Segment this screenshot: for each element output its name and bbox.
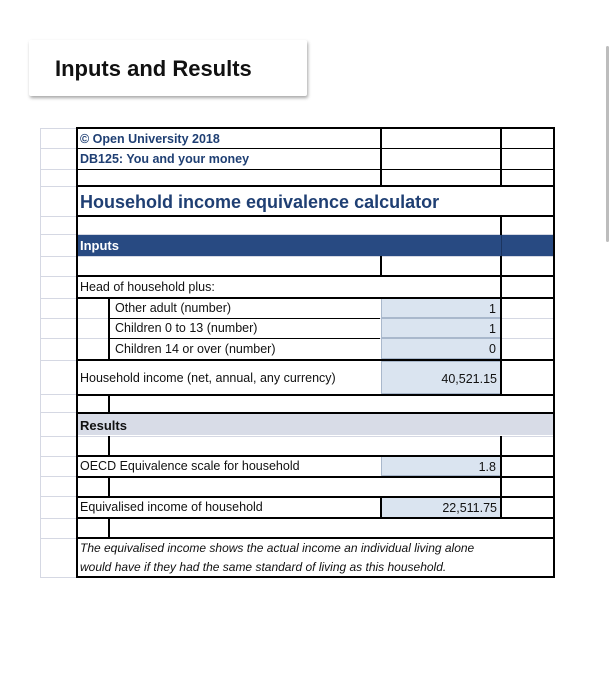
children-14-over-value: 0 bbox=[489, 342, 496, 356]
border-line bbox=[76, 412, 554, 414]
grid-line bbox=[501, 235, 502, 256]
inputs-header-bar bbox=[76, 235, 554, 256]
border-line bbox=[380, 256, 382, 276]
border-line bbox=[76, 394, 554, 396]
border-line bbox=[76, 297, 554, 299]
border-line bbox=[108, 436, 110, 456]
household-income-value: 40,521.15 bbox=[441, 372, 497, 386]
children-0-13-input[interactable] bbox=[381, 318, 501, 338]
border-line bbox=[500, 127, 502, 187]
border-line bbox=[110, 338, 380, 339]
border-line bbox=[76, 517, 554, 519]
border-line bbox=[108, 517, 110, 537]
border-line bbox=[553, 127, 555, 578]
grid-line bbox=[40, 436, 554, 437]
oecd-scale-value: 1.8 bbox=[478, 460, 496, 474]
course-text: DB125: You and your money bbox=[80, 152, 250, 166]
grid-line bbox=[40, 128, 41, 578]
border-line bbox=[76, 215, 554, 217]
border-line bbox=[76, 455, 554, 457]
note-line-2: would have if they had the same standard of living as this household. bbox=[80, 560, 447, 574]
results-header-bar bbox=[76, 414, 554, 435]
border-line bbox=[500, 256, 502, 298]
scrollbar[interactable] bbox=[606, 46, 609, 242]
border-line bbox=[380, 496, 382, 518]
children-14-over-label: Children 14 or over (number) bbox=[115, 342, 276, 356]
oecd-scale-label: OECD Equivalence scale for household bbox=[80, 459, 300, 473]
border-line bbox=[500, 298, 502, 394]
border-line bbox=[76, 127, 78, 578]
border-line bbox=[76, 496, 554, 498]
other-adult-value: 1 bbox=[489, 302, 496, 316]
note-line-1: The equivalised income shows the actual income an individual living alone bbox=[80, 541, 475, 555]
children-0-13-label: Children 0 to 13 (number) bbox=[115, 321, 258, 335]
equivalised-income-label: Equivalised income of household bbox=[80, 500, 263, 514]
children-0-13-value: 1 bbox=[489, 322, 496, 336]
equivalised-income-value: 22,511.75 bbox=[442, 501, 497, 515]
equivalised-income-cell[interactable] bbox=[381, 497, 501, 518]
border-line bbox=[76, 359, 554, 361]
border-line bbox=[76, 148, 554, 149]
border-line bbox=[108, 297, 110, 359]
oecd-scale-cell[interactable] bbox=[381, 456, 501, 476]
other-adult-input[interactable] bbox=[381, 298, 501, 318]
inputs-header: Inputs bbox=[80, 238, 119, 253]
border-line bbox=[108, 476, 110, 496]
border-line bbox=[76, 576, 555, 578]
border-line bbox=[108, 394, 110, 412]
page-title: Inputs and Results bbox=[55, 56, 252, 81]
calculator-title: Household income equivalence calculator bbox=[80, 192, 440, 212]
children-14-over-input[interactable] bbox=[381, 338, 501, 359]
border-line bbox=[76, 185, 554, 187]
border-line bbox=[500, 215, 502, 235]
border-line bbox=[110, 318, 380, 319]
border-line bbox=[76, 537, 554, 539]
section-title-card bbox=[29, 40, 307, 96]
copyright-text: © Open University 2018 bbox=[80, 132, 220, 146]
border-line bbox=[76, 127, 554, 129]
border-line bbox=[76, 275, 554, 277]
border-line bbox=[76, 476, 554, 478]
results-header: Results bbox=[80, 418, 127, 433]
household-income-label: Household income (net, annual, any currency) bbox=[80, 371, 336, 385]
other-adult-label: Other adult (number) bbox=[115, 301, 232, 315]
grid-line bbox=[40, 256, 554, 257]
head-of-household-label: Head of household plus: bbox=[80, 280, 215, 294]
border-line bbox=[380, 127, 382, 187]
household-income-input[interactable] bbox=[381, 361, 501, 394]
border-line bbox=[76, 169, 554, 170]
